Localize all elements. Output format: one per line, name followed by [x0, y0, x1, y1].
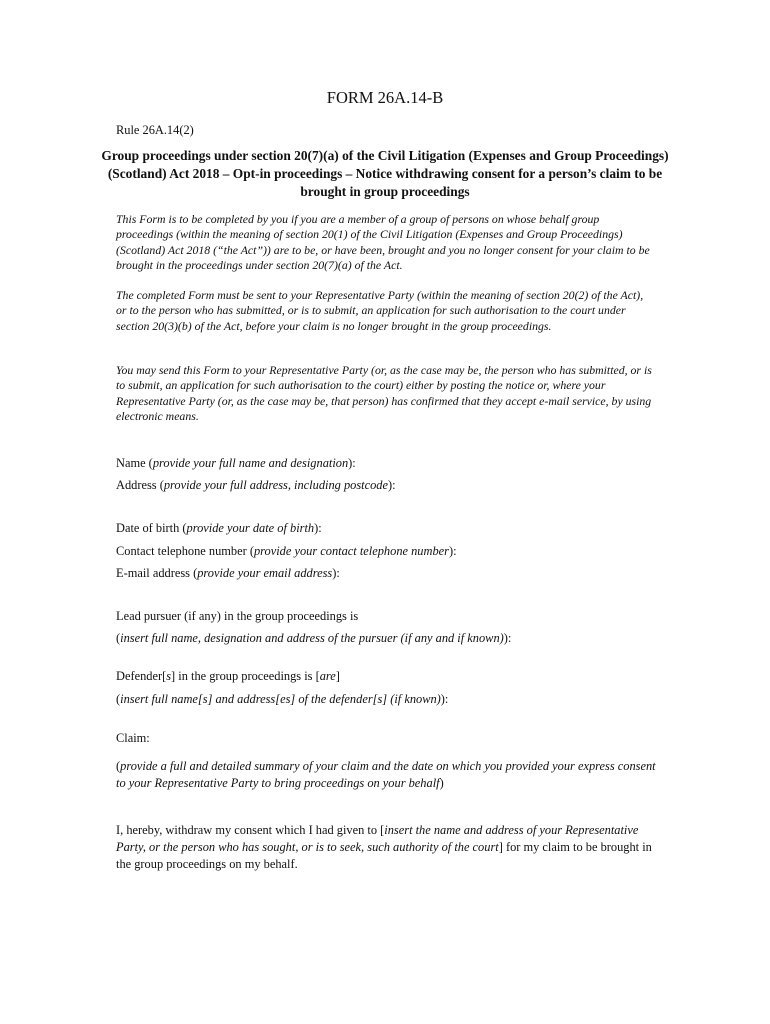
- lead-pursuer-label: Lead pursuer (if any) in the group proceedings is: [116, 609, 359, 623]
- defender-label: Defender[s] in the group proceedings is [are]: [116, 669, 340, 683]
- rule-reference: Rule 26A.14(2): [116, 123, 194, 137]
- form-title: FORM 26A.14-B: [326, 88, 444, 107]
- form-heading: Group proceedings under section 20(7)(a) of the Civil Litigation (Expenses and Group Proceedings) (Scotland) Act 2018 – Opt-in proceedings – Notice withdrawing consent for a person’s claim to be brought in group proceedings: [101, 148, 669, 199]
- intro-paragraph-3: You may send this Form to your Representative Party (or, as the case may be, the person who has submitted, or is to submit, an application for such authorisation to the court) either by posting the notice or, where your Representative Party (or, as the case may be, that person) has confirmed that they accept e-mail service, by using electronic means.: [116, 363, 652, 423]
- defender-hint: (insert full name[s] and address[es] of the defender[s] (if known)):: [116, 692, 449, 706]
- intro-paragraph-1: This Form is to be completed by you if you are a member of a group of persons on whose behalf group proceedings (within the meaning of section 20(1) of the Civil Litigation (Expenses and Group Proceedings) (Scotland) Act 2018 (“the Act”)) are to be, or have been, brought and you no longer consent for your claim to be brought in the proceedings under section 20(7)(a) of the Act.: [116, 212, 650, 272]
- claim-label: Claim:: [116, 731, 150, 745]
- telephone-field-label: Contact telephone number (provide your contact telephone number):: [116, 544, 457, 558]
- date-of-birth-field-label: Date of birth (provide your date of birth):: [116, 521, 322, 535]
- lead-pursuer-hint: (insert full name, designation and address of the pursuer (if any and if known)):: [116, 631, 512, 645]
- withdrawal-statement: I, hereby, withdraw my consent which I had given to [insert the name and address of your Representative Party, or the person who has sought, or is to seek, such authority of the court] for my claim to be brought in the group proceedings on my behalf.: [116, 823, 652, 871]
- claim-hint: (provide a full and detailed summary of your claim and the date on which you provided your express consent to your Representative Party to bring proceedings on your behalf): [116, 759, 656, 790]
- address-field-label: Address (provide your full address, including postcode):: [116, 478, 396, 492]
- name-field-label: Name (provide your full name and designation):: [116, 456, 356, 470]
- email-field-label: E-mail address (provide your email address):: [116, 566, 340, 580]
- intro-paragraph-2: The completed Form must be sent to your Representative Party (within the meaning of section 20(2) of the Act), or to the person who has submitted, or is to submit, an application for such authorisation to the court under section 20(3)(b) of the Act, before your claim is no longer brought in the group proceedings.: [116, 288, 644, 333]
